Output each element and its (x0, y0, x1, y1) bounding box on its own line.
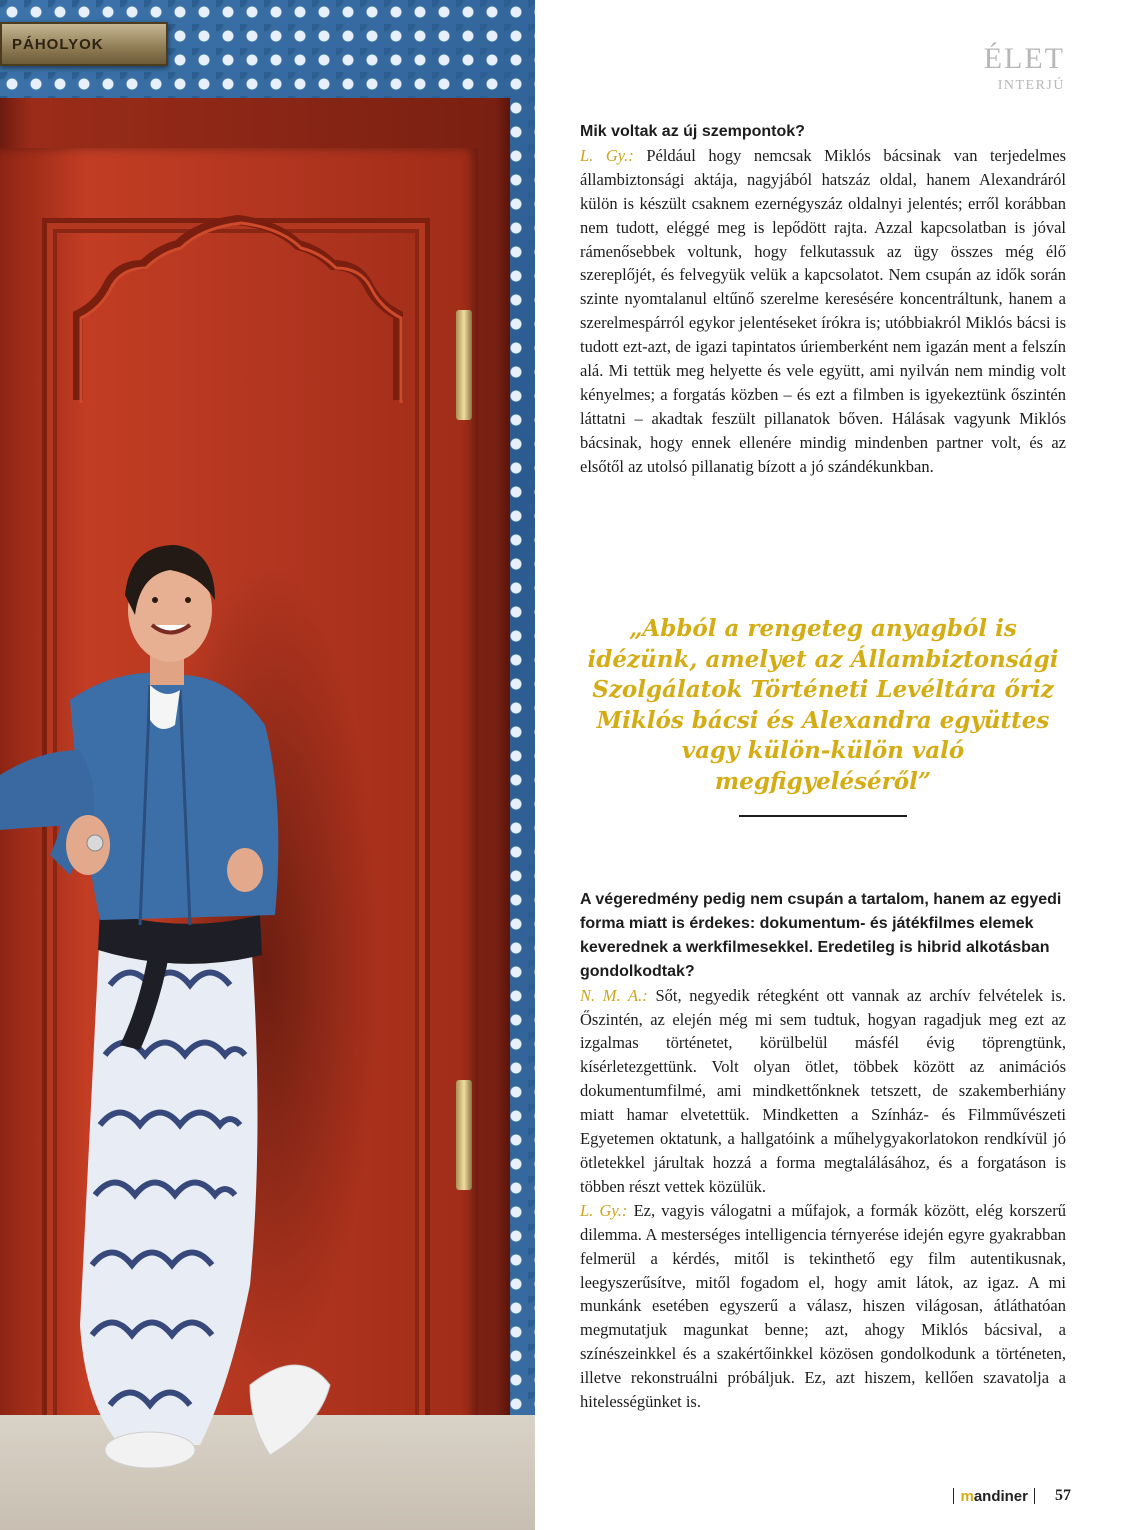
interview-question: A végeredmény pedig nem csupán a tartalom, hanem az egyedi forma miatt is érdekes: dokumentum- és játékfilmes elemek keverednek a werkfilmesekkel. Eredetileg is hibrid alkotásban gondolkodtak? (580, 891, 1062, 980)
speaker-label: L. Gy.: (580, 145, 634, 165)
door-sign-text: PÁHOLYOK (12, 36, 104, 53)
section-title: ÉLET (983, 42, 1065, 75)
section-header (984, 44, 1065, 94)
answer-text: Ez, vagyis válogatni a műfajok, a formák között, elég korszerű dilemma. A mesterséges intelligencia térnyerése idején egyre gyakrabban felmerül a kérdés, mitől is tekinthető egy film autentikusnak, leegyszerűsítve, mitől fogadom el, hogy amit látok, az igaz. A mi munkánk esetében egyszerű a válasz, hiszen világosan, átláthatóan megmutatjuk magunkat benne; azt, ahogy Miklós bácsival, a színészeinkkel és a szakértőinkkel közösen gondolkodunk a történeten, illetve rekonstruálni próbáljuk. Ez, azt hiszem, kellően szavatolja a hitelességünket is. (580, 1200, 1066, 1412)
answer-text: Például hogy nemcsak Miklós bácsinak van terjedelmes állambiztonsági aktája, nagyjából hatszáz oldal, hanem Alexandráról külön is készült csaknem ezernégyszáz oldalnyi jelentés; erről korábban nem tudott, eléggé meg is lepődött rajta. Azzal kapcsolatban is jóval rámenősebbek voltunk, hogy felkutassuk az ügy összes még élő szereplőjét, és felvegyük velük a kapcsolatot. Nem csupán az idők során szinte nyomtalanul eltűnő szerelme keresésére koncentráltunk, hanem a szerelmespárról egykor jelentéseket írókra is; utóbbiakról Miklós bácsi is tudott ezt-azt, de igazi tapintatos úriemberként nem igazán ment a felszín alá. Mi tettük meg helyette és vele együtt, ami nyilván nem mindig volt kényelmes; a forgatás közben – és ezt a filmben is igyekeztünk őszintén láttatni – akadtak feszült pillanatok bőven. Hálásak vagyunk Miklós bácsinak, hogy ennek ellenére mindig mindenben partner volt, és az elsőtől az utolsó pillanatig bízott a jó szándékunkban. (580, 145, 1067, 476)
footer-divider (953, 1488, 954, 1504)
door-sign-plaque (0, 22, 168, 66)
article-photo (0, 0, 535, 1530)
pull-quote-divider (739, 815, 907, 817)
interview-answer (580, 1199, 1066, 1414)
section-subtitle: INTERJÚ (997, 78, 1065, 93)
speaker-label: N. M. A.: (580, 985, 648, 1005)
page-number: 57 (1055, 1487, 1071, 1504)
interview-question: Mik voltak az új szempontok? (580, 123, 805, 140)
interview-answer (580, 144, 1066, 479)
woman-portrait (0, 525, 360, 1525)
brand-logo: mandiner (960, 1487, 1028, 1505)
door-hinge-upper (456, 310, 472, 420)
footer-divider (1034, 1488, 1035, 1504)
pull-quote: „Abból a rengeteg anyagból is idézünk, amelyet az Állambiztonsági Szolgálatok Történeti Levéltára őriz Miklós bácsi és Alexandra együttes vagy külön-külön való megfigyeléséről” (587, 615, 1059, 795)
interview-answer (580, 984, 1066, 1199)
page-footer (953, 1487, 1071, 1505)
answer-text: Sőt, negyedik rétegként ott vannak az archív felvételek is. Őszintén, az elején még mi sem tudtuk, hogyan ragadjuk meg ezt az izgalmas történetet, körülbelül másfél évig töprengtünk, kísérletezgettünk. Volt olyan ötlet, többek között az animációs dokumentumfilmé, ami mindkettőnknek tetszett, de szakemberhiány miatt hamar elvetettük. Mindketten a Színház- és Filmművészeti Egyetemen oktatunk, a hallgatóink a műhelygyakorlatokon rendkívül jó ötletekkel járultak hozzá a forma megtalálásához, és a forgatáson is többen részt vettek közülük. (580, 985, 1066, 1196)
interview-block-1 (580, 120, 1066, 479)
speaker-label: L. Gy.: (580, 1200, 628, 1220)
door-arch-ornament (58, 205, 418, 405)
door-hinge-lower (456, 1080, 472, 1190)
interview-block-2 (580, 888, 1066, 1414)
